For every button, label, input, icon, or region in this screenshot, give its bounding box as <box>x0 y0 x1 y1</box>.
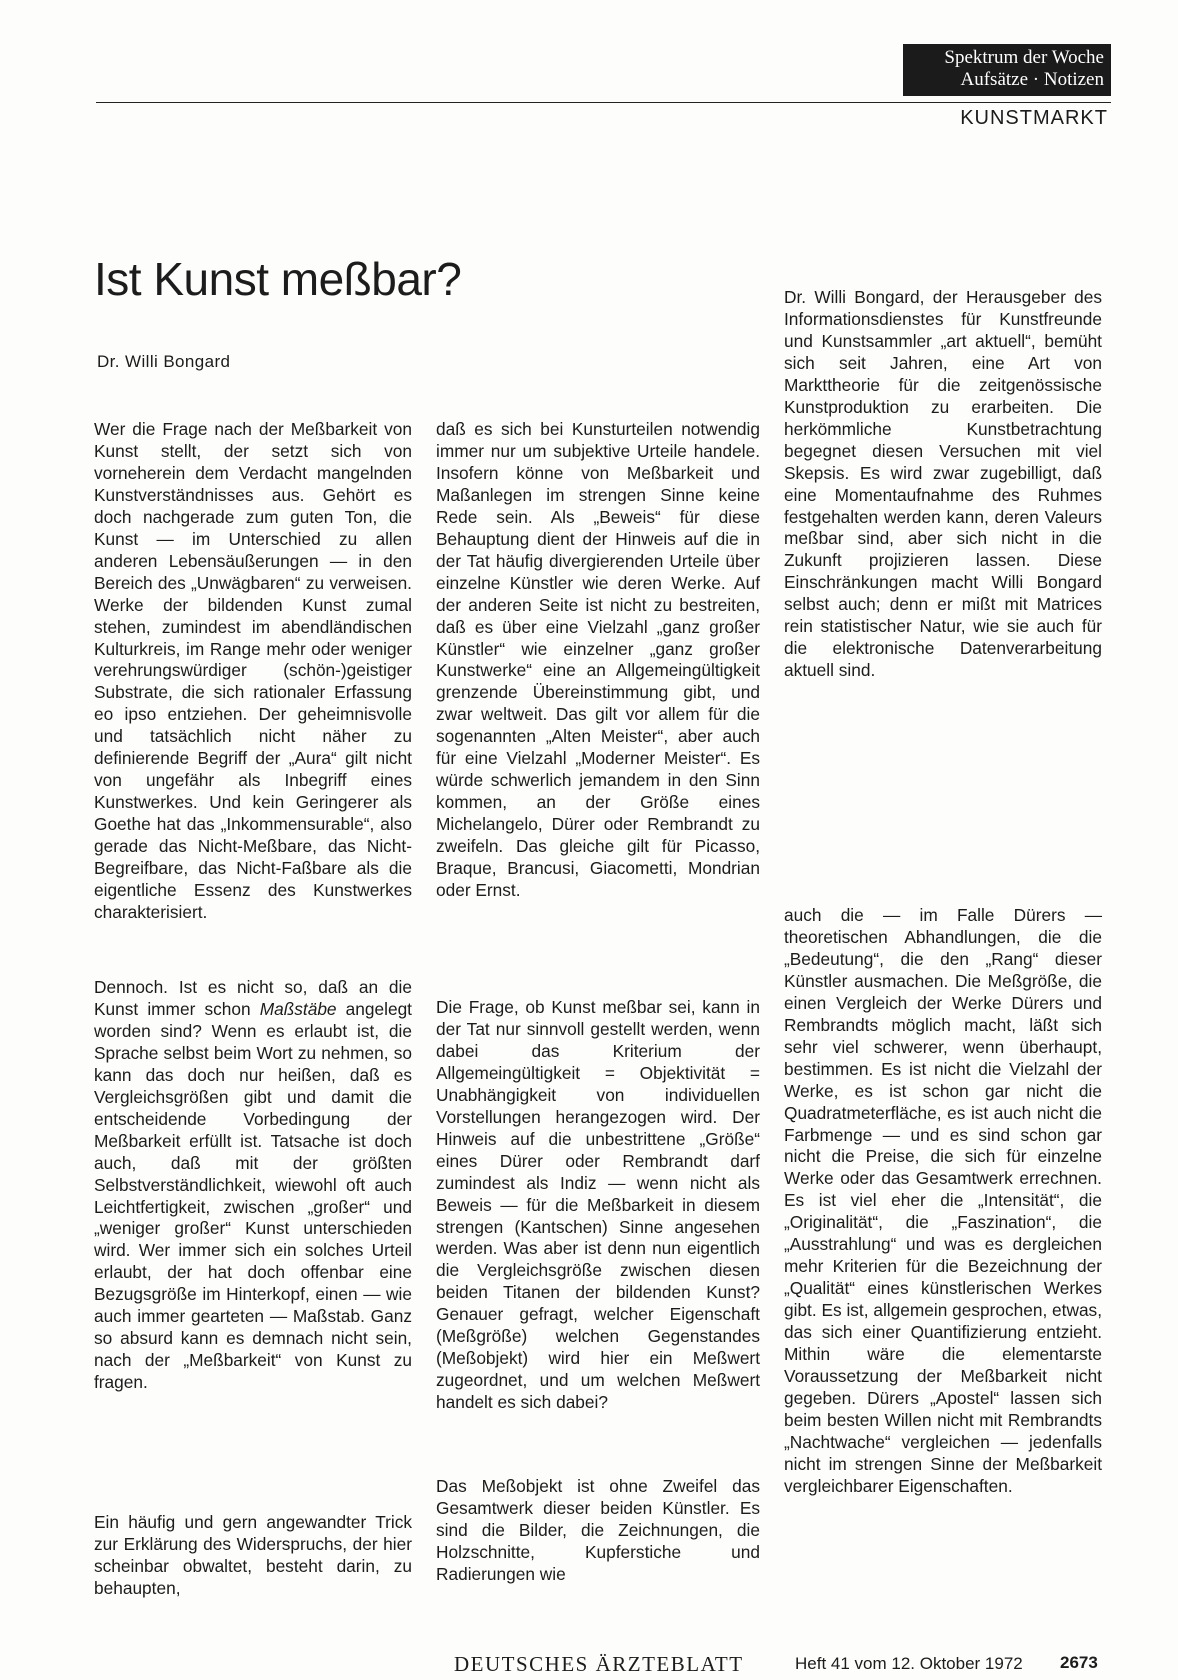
paragraph-2-text-b: angelegt worden sind? Wenn es erlaubt ist, die Sprache selbst beim Wort zu nehmen, so kann das doch nur heißen, daß es Vergleichsgrößen gibt und damit die entscheidende Vorbedingung der Meßbarkeit erfüllt ist. Tatsache ist doch auch, daß mit der größten Selbstverständlichkeit, wiewohl oft auch Leichtfertigkeit, zwischen „großer“ und „weniger großer“ Kunst unterschieden wird. Wer immer sich ein solches Urteil erlaubt, der hat doch offenbar eine Bezugsgröße im Hinterkopf, einen — wie auch immer gearteten — Maßstab. Ganz so absurd kann es demnach nicht sein, nach der „Meßbarkeit“ von Kunst zu fragen. <box>94 998 412 1393</box>
paragraph-1: Wer die Frage nach der Meßbarkeit von Kunst stellt, der setzt sich von vorneherein dem Verdacht mangelnden Kunstverständnisses aus. Gehört es doch nachgerade zum guten Ton, die Kunst — im Unterschied zu allen anderen Lebensäußerungen — in den Bereich des „Unwägbaren“ zu verweisen. Werke der bildenden Kunst zumal stehen, zumindest im abendländischen Kulturkreis, im Range mehr oder weniger verehrungswürdiger (schön-)geistiger Substrate, die sich rationaler Erfassung eo ipso entziehen. Der geheimnisvolle und tatsächlich nicht näher zu definierende Begriff der „Aura“ gilt nicht von ungefähr als Inbegriff eines Kunstwerkes. Und kein Geringerer als Goethe hat das „Inkommensurable“, also gerade das Nicht-Meßbare, das Nicht-Begreifbare, das Nicht-Faßbare als die eigentliche Essenz des Kunstwerkes charakterisiert. <box>94 419 412 922</box>
paragraph-5: Die Frage, ob Kunst meßbar sei, kann in der Tat nur sinnvoll gestellt werden, wenn dabei das Kriterium der Allgemeingültigkeit = Objektivität = Unabhängigkeit von individuellen Vorstellungen herangezogen wird. Der Hinweis auf die unbestrittene „Größe“ eines Dürer oder Rembrandt darf zumindest als Indiz — wenn nicht als Beweis — für die Meßbarkeit in diesem strengen (Kantschen) Sinne angesehen werden. Was aber ist denn nun eigentlich die Vergleichsgröße zwischen diesen beiden Titanen der bildenden Kunst? Genauer gefragt, welcher Eigenschaft (Meßgröße) welchen Gegenstandes (Meßobjekt) wird hier ein Meßwert zugeordnet, und um welchen Meßwert handelt es sich dabei? <box>436 997 760 1413</box>
section-badge <box>903 44 1111 96</box>
article-title: Ist Kunst meßbar? <box>94 253 462 305</box>
paragraph-2-text-a: Dennoch. Ist es nicht so, daß an die Kunst immer schon <box>94 977 412 1019</box>
paragraph-7: auch die — im Falle Dürers — theoretischen Abhandlungen, die die „Bedeutung“, die den „Rang“ dieser Künstler ausmachen. Die Meßgröße, die einen Vergleich der Werke Dürers und Rembrandts möglich macht, läßt sich sehr viel schwerer, wenn überhaupt, bestimmen. Es ist nicht die Vielzahl der Werke, es ist schon gar nicht die Quadratmeterfläche, es ist auch nicht die Farbmenge — und es sind schon gar nicht die Preise, die sich für einzelne Werke oder das Gesamtwerk errechnen. Es ist viel eher die „Intensität“, die „Originalität“, die „Faszination“, die „Ausstrahlung“ und was es dergleichen mehr Kriterien für die Bezeichnung der „Qualität“ eines künstlerischen Werkes gibt. Es ist, allgemein gesprochen, etwas, das sich einer Quantifizierung entzieht. Mithin wäre die elementarste Voraussetzung der Meßbarkeit nicht gegeben. Dürers „Apostel“ lassen sich beim besten Willen nicht mit Rembrandts „Nachtwache“ vergleichen — jedenfalls nicht im strengen Sinne der Meßbarkeit vergleichbarer Eigenschaften. <box>784 905 1102 1496</box>
paragraph-2 <box>94 977 412 1394</box>
paragraph-6: Das Meßobjekt ist ohne Zweifel das Gesamtwerk dieser beiden Künstler. Es sind die Bilder, die Zeichnungen, die Holzschnitte, Kupferstiche und Radierungen wie <box>436 1476 760 1584</box>
article-abstract: Dr. Willi Bongard, der Herausgeber des Informationsdienstes für Kunstfreunde und Kunstsammler „art aktuell“, bemüht sich seit Jahren, eine Art von Markttheorie für die zeitgenössische Kunstproduktion zu erarbeiten. Die herkömmliche Kunstbetrachtung begegnet diesen Versuchen mit viel Skepsis. Es wird zwar zugebilligt, daß eine Momentaufnahme des Ruhmes festgehalten werden kann, deren Valeurs meßbar sind, aber sich nicht in die Zukunft projizieren lassen. Diese Einschränkungen macht Willi Bongard selbst auch; denn er mißt mit Matrices rein statistischer Natur, wie sie auch für die elektronische Datenverarbeitung aktuell sind. <box>784 287 1102 681</box>
article-author: Dr. Willi Bongard <box>97 352 231 371</box>
issue-info: Heft 41 vom 12. Oktober 1972 <box>795 1654 1023 1673</box>
header-rule <box>96 102 1111 103</box>
section-label: KUNSTMARKT <box>960 107 1108 129</box>
badge-line-2: Aufsätze · Notizen <box>960 69 1104 90</box>
paragraph-3: Ein häufig und gern angewandter Trick zur Erklärung des Widerspruchs, der hier scheinbar obwaltet, besteht darin, zu behaupten, <box>94 1512 412 1598</box>
paragraph-2-emphasis: Maßstäbe <box>259 998 337 1019</box>
journal-name: DEUTSCHES ÄRZTEBLATT <box>454 1652 744 1676</box>
badge-line-1: Spektrum der Woche <box>944 47 1104 68</box>
paragraph-4: daß es sich bei Kunsturteilen notwendig immer nur um subjektive Urteile handele. Insofern könne von Meßbarkeit und Maßanlegen im strengen Sinne keine Rede sein. Als „Beweis“ für diese Behauptung dient der Hinweis auf die in der Tat häufig divergierenden Urteile über einzelne Künstler wie deren Werke. Auf der anderen Seite ist nicht zu bestreiten, daß es über eine Vielzahl „ganz großer Künstler“ wie einzelner „ganz großer Kunstwerke“ eine an Allgemeingültigkeit grenzende Übereinstimmung gibt, und zwar weltweit. Das gilt vor allem für die sogenannten „Alten Meister“, aber auch für eine Vielzahl „Moderner Meister“. Es würde schwerlich jemandem in den Sinn kommen, an der Größe eines Michelangelo, Dürer oder Rembrandt zu zweifeln. Das gleiche gilt für Picasso, Braque, Brancusi, Giacometti, Mondrian oder Ernst. <box>436 419 760 901</box>
page-number: 2673 <box>1060 1653 1098 1672</box>
